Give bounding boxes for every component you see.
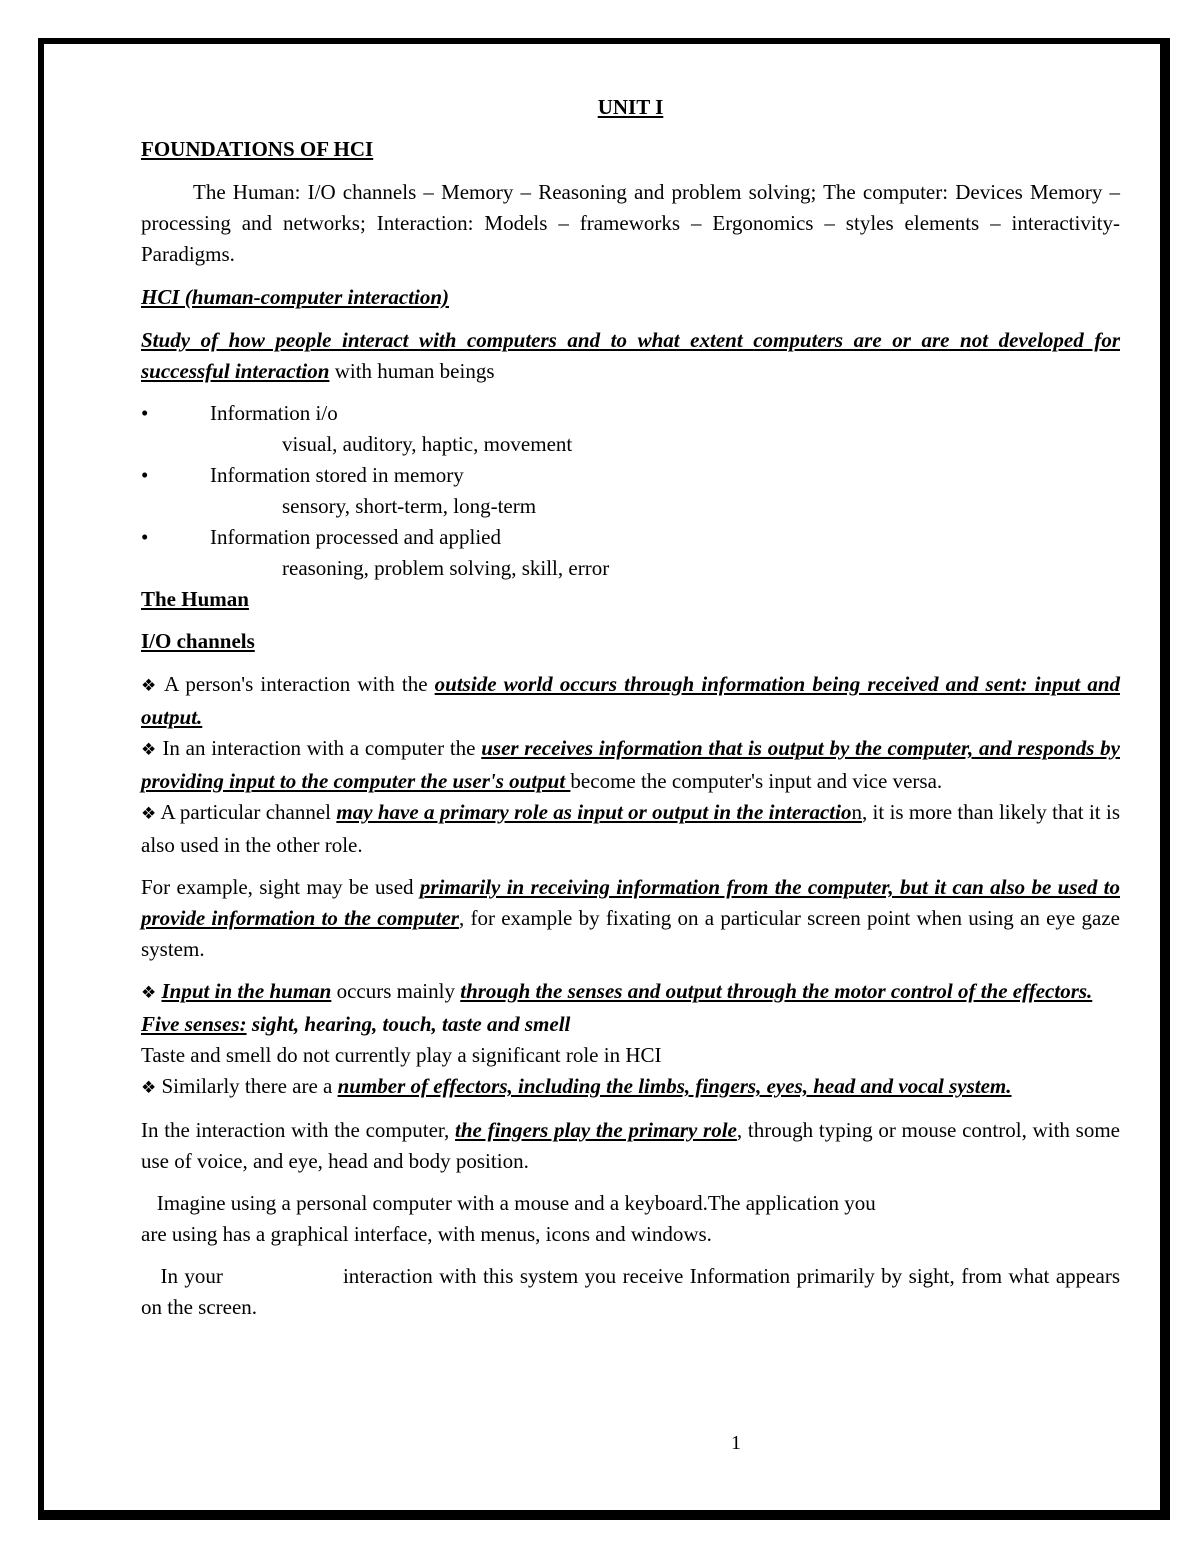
p5-text: occurs mainly: [331, 979, 461, 1003]
bullet-label: Information i/o: [210, 401, 338, 425]
bullet-sub-item: visual, auditory, haptic, movement: [282, 432, 573, 456]
io-paragraph-3: [141, 797, 1120, 861]
p3-underlined-letter: n: [851, 800, 862, 824]
the-human-heading: The Human: [141, 587, 249, 611]
five-senses-line: [141, 1009, 1120, 1040]
p4-text: For example, sight may be used: [141, 875, 420, 899]
p2-text: In an interaction with a computer the: [156, 736, 482, 760]
diamond-bullet-icon: ❖: [141, 804, 157, 824]
bullet-sub-item: reasoning, problem solving, skill, error: [282, 556, 610, 580]
definition-emphasis: Study of how people interact with computers and to what extent computers are or are not developed for successful interaction: [141, 328, 1120, 383]
p4-text-end: , for example by fixating on a particular screen point when using an eye gaze system.: [141, 906, 1120, 961]
p2-text-end: become the computer's input and vice versa.: [570, 769, 943, 793]
section-title: FOUNDATIONS OF HCI: [141, 137, 374, 161]
bullet-label: Information processed and applied: [210, 525, 501, 549]
page-number: [0, 1432, 1200, 1455]
hci-heading: HCI (human-computer interaction): [141, 285, 450, 309]
p4-emphasis: primarily in receiving information from the computer, but it can also be used to provide information to the computer: [141, 875, 1120, 930]
bullet-sub-item: sensory, short-term, long-term: [282, 494, 537, 518]
hci-definition: [141, 325, 1120, 387]
p3-text-end: , it is more than likely that it is also used in the other role.: [141, 800, 1120, 857]
list-item: [141, 460, 1120, 491]
unit-title: UNIT I: [597, 95, 664, 119]
effectors-paragraph: [141, 1071, 1120, 1104]
imagine-line-1: Imagine using a personal computer with a mouse and a keyboard.The application you: [141, 1191, 876, 1215]
p7-text-end: , through typing or mouse control, with some use of voice, and eye, head and body position.: [141, 1118, 1120, 1173]
p7-text: In the interaction with the computer,: [141, 1118, 456, 1142]
p6-text: Similarly there are a: [156, 1074, 338, 1098]
diamond-bullet-icon: ❖: [141, 1078, 157, 1098]
fingers-paragraph: [141, 1115, 1120, 1177]
sight-paragraph: [141, 1261, 1120, 1323]
input-paragraph: [141, 976, 1120, 1009]
p6-emphasis: number of effectors, including the limbs, fingers, eyes, head and vocal system.: [337, 1074, 1012, 1098]
io-channels-heading: I/O channels: [141, 629, 255, 653]
syllabus-paragraph: The Human: I/O channels – Memory – Reasoning and problem solving; The computer: Devices Memory – processing and networks; Interaction: Models – frameworks – Ergonomics – styles elements – interactivity- Paradigms.: [141, 180, 1120, 266]
document-page: [141, 92, 1120, 1323]
bullet-icon: •: [141, 463, 149, 487]
bullet-label: Information stored in memory: [210, 463, 464, 487]
bullet-list: [141, 398, 1120, 584]
p2-emphasis: user receives information that is output by the computer, and responds by providing input to the computer the user's output: [141, 736, 1120, 793]
five-senses-list: sight, hearing, touch, taste and smell: [246, 1012, 571, 1036]
page-number-text: 1: [731, 1432, 741, 1454]
diamond-bullet-icon: ❖: [141, 740, 157, 760]
p1-emphasis: outside world occurs through information being received and sent: input and output.: [141, 672, 1120, 729]
bullet-icon: •: [141, 525, 149, 549]
diamond-bullet-icon: ❖: [141, 676, 159, 696]
p5-emphasis-2: through the senses and output through the motor control of the effectors.: [460, 979, 1093, 1003]
five-senses-label: Five senses:: [141, 1012, 247, 1036]
diamond-bullet-icon: ❖: [141, 983, 157, 1003]
p1-text: A person's interaction with the: [158, 672, 435, 696]
io-paragraph-1: [141, 669, 1120, 733]
p9-text: In your: [141, 1264, 223, 1288]
imagine-line-2: are using has a graphical interface, with menus, icons and windows.: [141, 1222, 712, 1246]
p7-emphasis: the fingers play the primary role: [455, 1118, 737, 1142]
p5-emphasis-1: Input in the human: [161, 979, 332, 1003]
example-paragraph: [141, 872, 1120, 965]
bullet-icon: •: [141, 401, 149, 425]
list-item: [141, 522, 1120, 553]
list-item: [141, 398, 1120, 429]
p9-text-end: interaction with this system you receive Information primarily by sight, from what appears on the screen.: [141, 1264, 1120, 1319]
p3-emphasis: may have a primary role as input or output in the interactio: [336, 800, 852, 824]
p3-text: A particular channel: [156, 800, 337, 824]
taste-smell-line: Taste and smell do not currently play a significant role in HCI: [141, 1043, 662, 1067]
io-paragraph-2: [141, 733, 1120, 797]
definition-rest: with human beings: [329, 359, 495, 383]
